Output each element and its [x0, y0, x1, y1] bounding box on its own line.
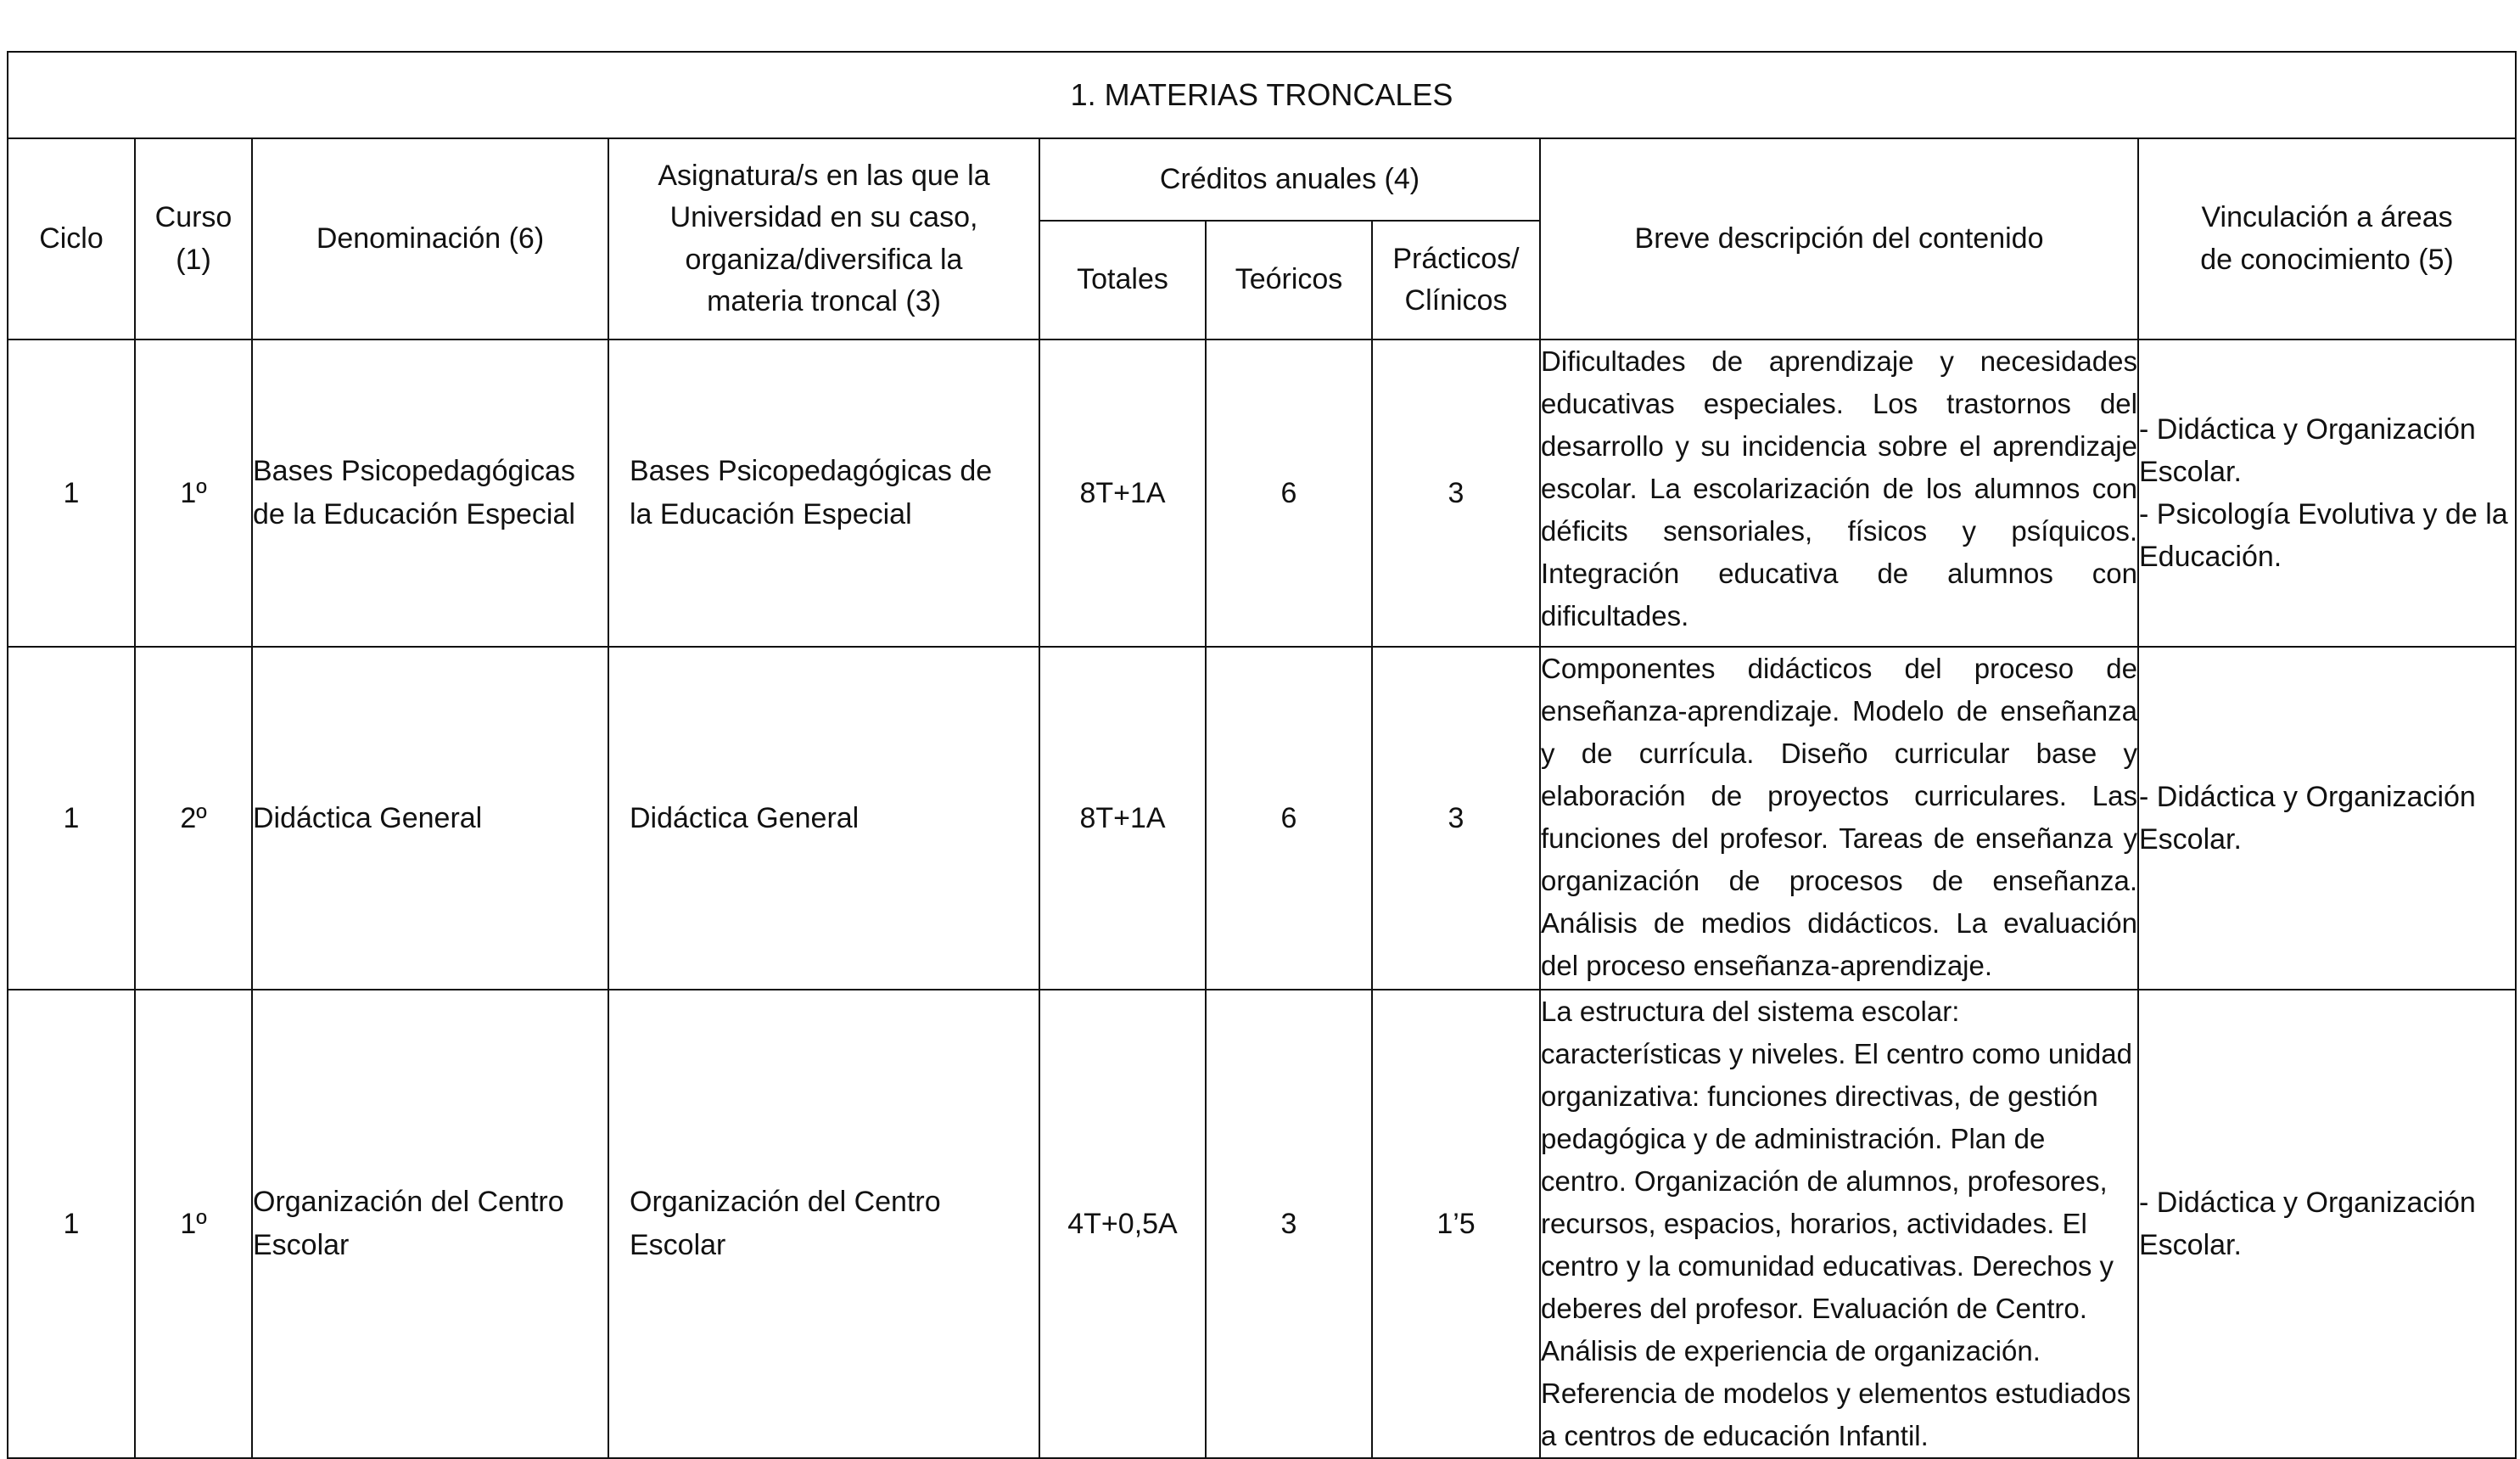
cell-denominacion: Didáctica General: [252, 647, 608, 990]
header-creditos: Créditos anuales (4): [1039, 138, 1540, 221]
cell-totales: 8T+1A: [1039, 339, 1206, 647]
cell-ciclo: 1: [8, 647, 135, 990]
header-curso: Curso (1): [135, 138, 252, 339]
table-title: 1. MATERIAS TRONCALES: [8, 52, 2516, 138]
cell-curso: 1º: [135, 990, 252, 1458]
cell-curso: 2º: [135, 647, 252, 990]
cell-practicos: 3: [1372, 339, 1540, 647]
header-teoricos: Teóricos: [1206, 221, 1372, 339]
cell-vinculacion: - Didáctica y Organización Escolar.: [2138, 647, 2516, 990]
cell-vinculacion: - Didáctica y Organización Escolar. - Psicología Evolutiva y de la Educación.: [2138, 339, 2516, 647]
header-practicos: Prácticos/ Clínicos: [1372, 221, 1540, 339]
materias-troncales-table: [7, 51, 2517, 1459]
header-vinculacion: Vinculación a áreas de conocimiento (5): [2138, 138, 2516, 339]
cell-denominacion: Bases Psicopedagógicas de la Educación Especial: [252, 339, 608, 647]
cell-curso: 1º: [135, 339, 252, 647]
header-denominacion: Denominación (6): [252, 138, 608, 339]
table-row: [8, 990, 2516, 1458]
cell-ciclo: 1: [8, 339, 135, 647]
cell-descripcion: La estructura del sistema escolar: características y niveles. El centro como unidad organizativa: funciones directivas, de gestión pedagógica y de administración. Plan de centro. Organización de alumnos, profesores, recursos, espacios, horarios, actividades. El centro y la comunidad educativas. Derechos y deberes del profesor. Evaluación de Centro. Análisis de experiencia de organización. Referencia de modelos y elementos estudiados a centros de educación Infantil.: [1540, 990, 2138, 1458]
cell-vinculacion: - Didáctica y Organización Escolar.: [2138, 990, 2516, 1458]
cell-teoricos: 3: [1206, 990, 1372, 1458]
cell-teoricos: 6: [1206, 647, 1372, 990]
cell-descripcion: Componentes didácticos del proceso de enseñanza-aprendizaje. Modelo de enseñanza y de currícula. Diseño curricular base y elaboración de proyectos curriculares. Las funciones del profesor. Tareas de enseñanza y organización de procesos de enseñanza. Análisis de medios didácticos. La evaluación del proceso enseñanza-aprendizaje.: [1540, 647, 2138, 990]
cell-asignatura: Didáctica General: [608, 647, 1039, 990]
cell-asignatura: Organización del Centro Escolar: [608, 990, 1039, 1458]
cell-denominacion: Organización del Centro Escolar: [252, 990, 608, 1458]
cell-totales: 4T+0,5A: [1039, 990, 1206, 1458]
cell-practicos: 3: [1372, 647, 1540, 990]
cell-ciclo: 1: [8, 990, 135, 1458]
header-asignatura: Asignatura/s en las que la Universidad en su caso, organiza/diversifica la materia troncal (3): [608, 138, 1039, 339]
header-totales: Totales: [1039, 221, 1206, 339]
cell-totales: 8T+1A: [1039, 647, 1206, 990]
table-row: [8, 647, 2516, 990]
header-ciclo: Ciclo: [8, 138, 135, 339]
cell-practicos: 1’5: [1372, 990, 1540, 1458]
cell-descripcion: Dificultades de aprendizaje y necesidades educativas especiales. Los trastornos del desarrollo y su incidencia sobre el aprendizaje escolar. La escolarización de los alumnos con déficits sensoriales, físicos y psíquicos. Integración educativa de alumnos con dificultades.: [1540, 339, 2138, 647]
header-descripcion: Breve descripción del contenido: [1540, 138, 2138, 339]
cell-asignatura: Bases Psicopedagógicas de la Educación Especial: [608, 339, 1039, 647]
document-sheet: [7, 51, 2515, 1459]
cell-teoricos: 6: [1206, 339, 1372, 647]
table-row: [8, 339, 2516, 647]
